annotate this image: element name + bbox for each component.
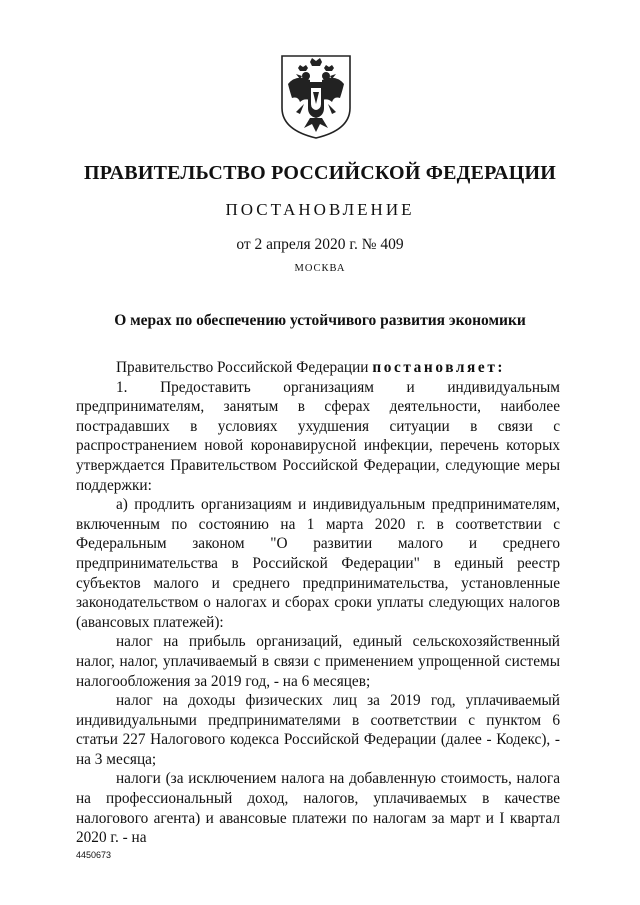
paragraph-1: 1. Предоставить организациям и индивидуальным предпринимателям, занятым в сферах деятельности, наиболее пострадавших в условиях ухудшения ситуации в связи с распространением новой коронавирусной инфекции, перечень которых утверждается Правительством Российской Федерации, следующие меры поддержки: bbox=[76, 378, 560, 494]
intro-paragraph bbox=[76, 358, 560, 378]
document-body bbox=[76, 358, 560, 848]
document-city: МОСКВА bbox=[294, 263, 346, 274]
document-date-number: от 2 апреля 2020 г. № 409 bbox=[236, 236, 404, 253]
document-code: 4450673 bbox=[76, 850, 112, 860]
intro-resolves: постановляет: bbox=[372, 359, 506, 376]
document-type: ПОСТАНОВЛЕНИЕ bbox=[225, 200, 415, 219]
government-title: ПРАВИТЕЛЬСТВО РОССИЙСКОЙ ФЕДЕРАЦИИ bbox=[84, 162, 556, 184]
paragraph-5: налоги (за исключением налога на добавленную стоимость, налога на профессиональный доход, налогов, уплачиваемых в качестве налогового агента) и авансовые платежи по налогам за март и I квартал 2020 г. - на bbox=[76, 770, 560, 847]
paragraph-2: а) продлить организациям и индивидуальным предпринимателям, включенным по состоянию на 1 марта 2020 г. в соответствии с Федеральным законом "О развитии малого и среднего предпринимательства в Российской Федерации" в единый реестр субъектов малого и среднего предпринимательства, установленные законодательством о налогах и сборах сроки уплаты следующих налогов (авансовых платежей): bbox=[76, 496, 560, 631]
paragraph-3: налог на прибыль организаций, единый сельскохозяйственный налог, налог, уплачиваемый в связи с применением упрощенной системы налогообложения за 2019 год, - на 6 месяцев; bbox=[76, 633, 560, 690]
intro-lead: Правительство Российской Федерации bbox=[116, 359, 373, 376]
russian-coat-of-arms-icon bbox=[276, 52, 356, 140]
paragraph-4: налог на доходы физических лиц за 2019 год, уплачиваемый индивидуальными предпринимателями в соответствии с пунктом 6 статьи 227 Налогового кодекса Российской Федерации (далее - Кодекс), - на 3 месяца; bbox=[76, 692, 560, 768]
document-heading: О мерах по обеспечению устойчивого развития экономики bbox=[114, 312, 526, 329]
